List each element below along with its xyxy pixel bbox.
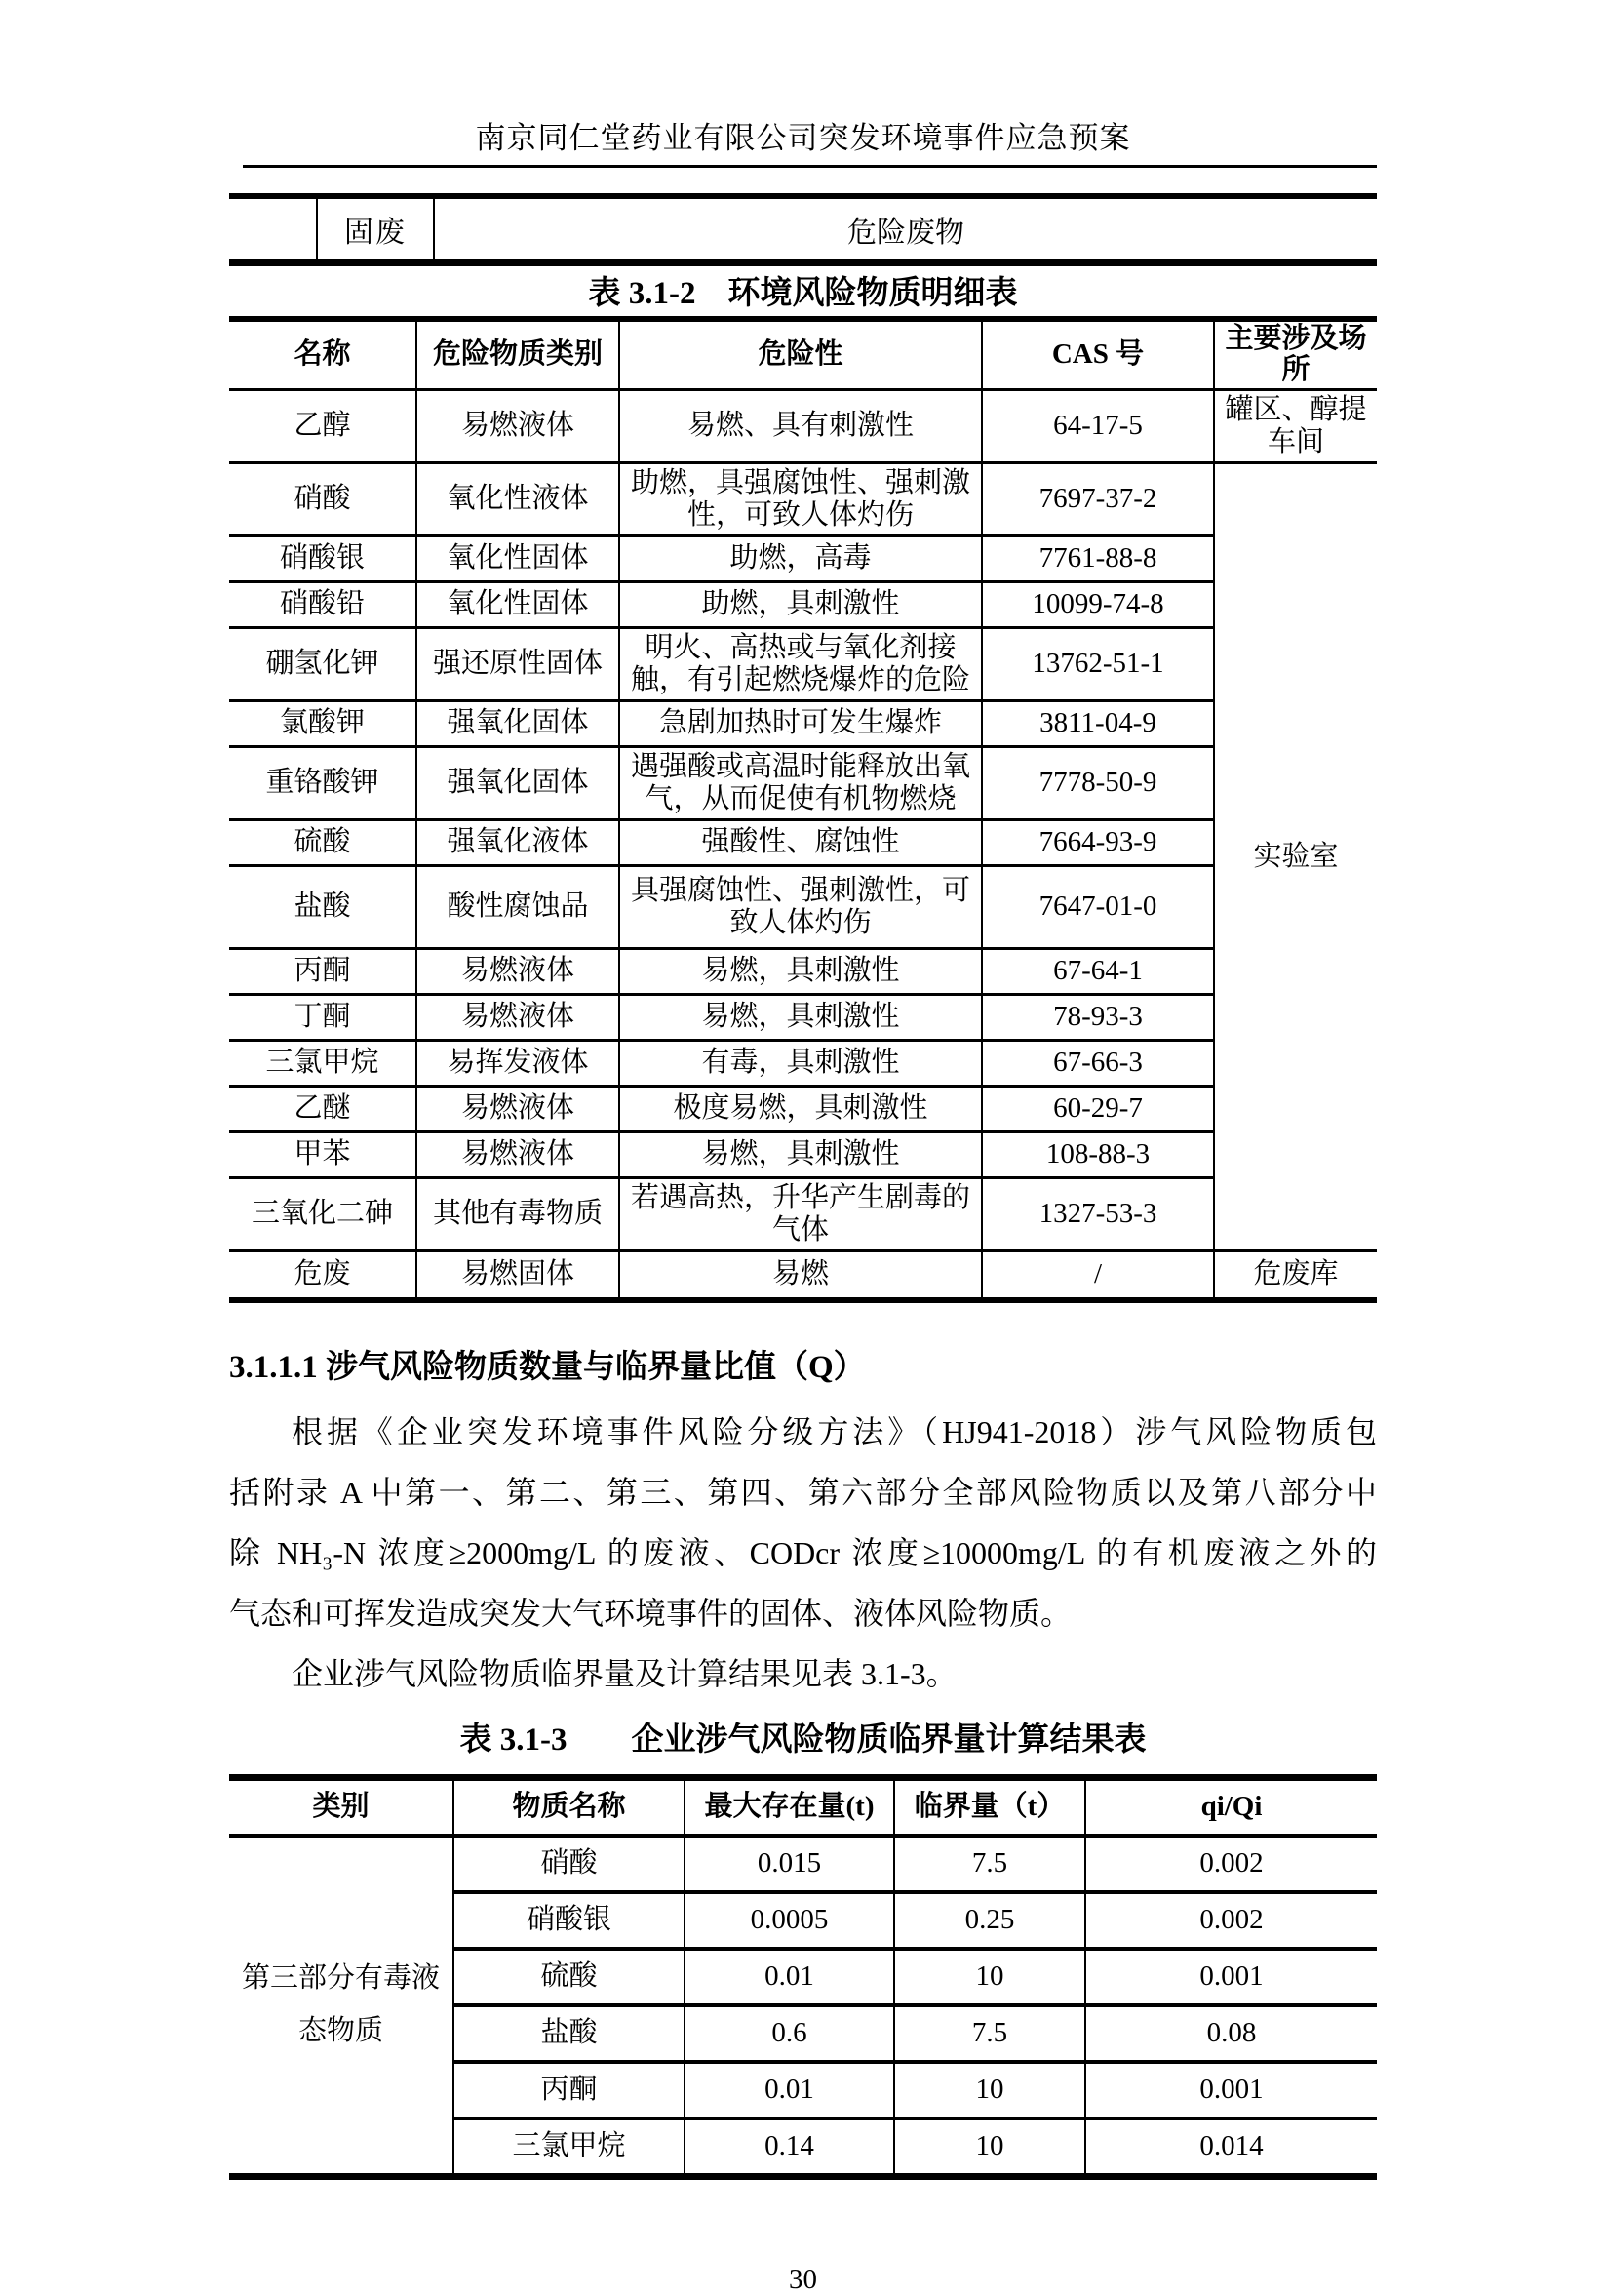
cell-hazard: 急剧加热时可发生爆炸 bbox=[619, 701, 982, 747]
header-max-amount: 最大存在量(t) bbox=[685, 1778, 894, 1837]
table-row bbox=[229, 1178, 1377, 1251]
cell-category: 易燃液体 bbox=[416, 995, 619, 1041]
table-row bbox=[229, 995, 1377, 1041]
table-row bbox=[229, 628, 1377, 701]
cell-cas: 60-29-7 bbox=[982, 1087, 1214, 1132]
cell-substance: 丙酮 bbox=[453, 2062, 685, 2118]
risk-substance-detail-table bbox=[229, 316, 1377, 1303]
cell-cas: 7697-37-2 bbox=[982, 463, 1214, 536]
cell-ratio: 0.001 bbox=[1085, 2062, 1377, 2118]
header-category: 类别 bbox=[229, 1778, 453, 1837]
paragraph-line: 气态和可挥发造成突发大气环境事件的固体、液体风险物质。 bbox=[229, 1596, 1073, 1631]
cell-hazard: 强酸性、腐蚀性 bbox=[619, 820, 982, 866]
cell-name: 盐酸 bbox=[229, 866, 416, 949]
cell-threshold: 0.25 bbox=[894, 1892, 1085, 1949]
cell-threshold: 10 bbox=[894, 2062, 1085, 2118]
cell-category: 易燃液体 bbox=[416, 1087, 619, 1132]
cell-max-amount: 0.6 bbox=[685, 2005, 894, 2062]
paragraph-line: 除 NH₃-N 浓度≥2000mg/L 的废液、CODcr 浓度≥10000mg/L 的有机废液之外的 bbox=[229, 1535, 1377, 1570]
empty-cell bbox=[229, 196, 317, 263]
gas-risk-threshold-table bbox=[229, 1774, 1377, 2180]
cell-name: 三氯甲烷 bbox=[229, 1041, 416, 1087]
cell-category: 强氧化固体 bbox=[416, 747, 619, 820]
cell-substance: 硫酸 bbox=[453, 1949, 685, 2005]
page-header-rule bbox=[243, 165, 1377, 168]
table-row bbox=[229, 536, 1377, 582]
body-paragraph-2: 企业涉气风险物质临界量及计算结果见表 3.1-3。 bbox=[292, 1656, 958, 1691]
table-3-1-2-title: 表 3.1-2 环境风险物质明细表 bbox=[588, 276, 1018, 311]
cell-category: 强还原性固体 bbox=[416, 628, 619, 701]
cell-max-amount: 0.01 bbox=[685, 1949, 894, 2005]
header-name: 名称 bbox=[229, 319, 416, 390]
cell-category: 氧化性固体 bbox=[416, 536, 619, 582]
header-category: 危险物质类别 bbox=[416, 319, 619, 390]
table-row bbox=[229, 701, 1377, 747]
cell-substance: 硝酸 bbox=[453, 1836, 685, 1892]
cell-place-merged: 实验室 bbox=[1214, 463, 1377, 1251]
cell-hazard: 易燃、具有刺激性 bbox=[619, 390, 982, 463]
waste-type-cell: 固废 bbox=[317, 196, 434, 263]
cell-place: 罐区、醇提车间 bbox=[1214, 390, 1377, 463]
cell-cas: 13762-51-1 bbox=[982, 628, 1214, 701]
table-row bbox=[229, 390, 1377, 463]
cell-cas: 1327-53-3 bbox=[982, 1178, 1214, 1251]
cell-cas: 7761-88-8 bbox=[982, 536, 1214, 582]
cell-category: 易燃液体 bbox=[416, 1132, 619, 1178]
cell-max-amount: 0.01 bbox=[685, 2062, 894, 2118]
cell-category: 其他有毒物质 bbox=[416, 1178, 619, 1251]
cell-substance: 盐酸 bbox=[453, 2005, 685, 2062]
waste-name-cell: 危险废物 bbox=[847, 217, 964, 249]
page-number: 30 bbox=[789, 2264, 817, 2295]
cell-hazard: 遇强酸或高温时能释放出氧气，从而促使有机物燃烧 bbox=[619, 747, 982, 820]
cell-hazard: 有毒，具刺激性 bbox=[619, 1041, 982, 1087]
cell-hazard: 助燃，具强腐蚀性、强刺激性，可致人体灼伤 bbox=[619, 463, 982, 536]
header-ratio: qi/Qi bbox=[1085, 1778, 1377, 1837]
cell-threshold: 10 bbox=[894, 1949, 1085, 2005]
cell-name: 硝酸 bbox=[229, 463, 416, 536]
cell-category: 易挥发液体 bbox=[416, 1041, 619, 1087]
cell-cas: 7647-01-0 bbox=[982, 866, 1214, 949]
cell-threshold: 7.5 bbox=[894, 1836, 1085, 1892]
header-hazard: 危险性 bbox=[619, 319, 982, 390]
cell-name: 三氧化二砷 bbox=[229, 1178, 416, 1251]
cell-name: 乙醚 bbox=[229, 1087, 416, 1132]
table-row bbox=[229, 1836, 1377, 1892]
cell-hazard: 极度易燃，具刺激性 bbox=[619, 1087, 982, 1132]
cell-cas: 67-66-3 bbox=[982, 1041, 1214, 1087]
cell-cas: 78-93-3 bbox=[982, 995, 1214, 1041]
continued-waste-table bbox=[229, 193, 1377, 266]
cell-name: 氯酸钾 bbox=[229, 701, 416, 747]
cell-cas: 7664-93-9 bbox=[982, 820, 1214, 866]
table-3-1-3-title: 表 3.1-3 企业涉气风险物质临界量计算结果表 bbox=[459, 1722, 1147, 1758]
cell-hazard: 易燃，具刺激性 bbox=[619, 949, 982, 995]
cell-cas: 7778-50-9 bbox=[982, 747, 1214, 820]
cell-name: 硼氢化钾 bbox=[229, 628, 416, 701]
page-content bbox=[229, 0, 1377, 2296]
cell-threshold: 7.5 bbox=[894, 2005, 1085, 2062]
cell-ratio: 0.001 bbox=[1085, 1949, 1377, 2005]
cell-cas: 108-88-3 bbox=[982, 1132, 1214, 1178]
body-paragraph-1 bbox=[229, 1402, 1377, 1643]
cell-hazard: 若遇高热，升华产生剧毒的气体 bbox=[619, 1178, 982, 1251]
cell-hazard: 助燃，具刺激性 bbox=[619, 582, 982, 628]
cell-ratio: 0.014 bbox=[1085, 2118, 1377, 2177]
cell-ratio: 0.002 bbox=[1085, 1892, 1377, 1949]
table-row bbox=[229, 1132, 1377, 1178]
cell-threshold: 10 bbox=[894, 2118, 1085, 2177]
table-header-row bbox=[229, 1778, 1377, 1837]
header-substance: 物质名称 bbox=[453, 1778, 685, 1837]
cell-hazard: 助燃，高毒 bbox=[619, 536, 982, 582]
table-row bbox=[229, 747, 1377, 820]
cell-ratio: 0.002 bbox=[1085, 1836, 1377, 1892]
cell-substance: 三氯甲烷 bbox=[453, 2118, 685, 2177]
header-threshold: 临界量（t） bbox=[894, 1778, 1085, 1837]
cell-hazard: 具强腐蚀性、强刺激性，可致人体灼伤 bbox=[619, 866, 982, 949]
cell-name: 丁酮 bbox=[229, 995, 416, 1041]
cell-category: 氧化性固体 bbox=[416, 582, 619, 628]
cell-name: 硝酸银 bbox=[229, 536, 416, 582]
cell-category: 氧化性液体 bbox=[416, 463, 619, 536]
cell-ratio: 0.08 bbox=[1085, 2005, 1377, 2062]
table-row bbox=[229, 866, 1377, 949]
section-heading: 3.1.1.1 涉气风险物质数量与临界量比值（Q） bbox=[229, 1350, 866, 1385]
page-header-title: 南京同仁堂药业有限公司突发环境事件应急预案 bbox=[475, 121, 1131, 155]
cell-name: 甲苯 bbox=[229, 1132, 416, 1178]
cell-category: 酸性腐蚀品 bbox=[416, 866, 619, 949]
table-row bbox=[229, 582, 1377, 628]
table-header-row bbox=[229, 319, 1377, 390]
table-row bbox=[229, 196, 1377, 263]
cell-category: 易燃固体 bbox=[416, 1251, 619, 1301]
cell-hazard: 易燃，具刺激性 bbox=[619, 995, 982, 1041]
cell-category: 易燃液体 bbox=[416, 390, 619, 463]
cell-cas: 3811-04-9 bbox=[982, 701, 1214, 747]
cell-name: 硝酸铅 bbox=[229, 582, 416, 628]
cell-name: 危废 bbox=[229, 1251, 416, 1301]
cell-hazard: 易燃，具刺激性 bbox=[619, 1132, 982, 1178]
cell-hazard: 易燃 bbox=[619, 1251, 982, 1301]
cell-cas: / bbox=[982, 1251, 1214, 1301]
cell-category: 强氧化固体 bbox=[416, 701, 619, 747]
cell-cas: 67-64-1 bbox=[982, 949, 1214, 995]
cell-category: 易燃液体 bbox=[416, 949, 619, 995]
paragraph-line: 括附录 A 中第一、第二、第三、第四、第六部分全部风险物质以及第八部分中 bbox=[229, 1475, 1377, 1510]
table-row bbox=[229, 1041, 1377, 1087]
cell-name: 重铬酸钾 bbox=[229, 747, 416, 820]
cell-cas: 64-17-5 bbox=[982, 390, 1214, 463]
cell-category: 强氧化液体 bbox=[416, 820, 619, 866]
header-place: 主要涉及场所 bbox=[1214, 319, 1377, 390]
table-row bbox=[229, 820, 1377, 866]
cell-name: 丙酮 bbox=[229, 949, 416, 995]
table-row bbox=[229, 463, 1377, 536]
cell-max-amount: 0.015 bbox=[685, 1836, 894, 1892]
header-cas: CAS 号 bbox=[982, 319, 1214, 390]
table-row bbox=[229, 1251, 1377, 1301]
paragraph-line: 根据《企业突发环境事件风险分级方法》（HJ941-2018）涉气风险物质包 bbox=[292, 1414, 1377, 1449]
cell-hazard: 明火、高热或与氧化剂接触，有引起燃烧爆炸的危险 bbox=[619, 628, 982, 701]
cell-max-amount: 0.0005 bbox=[685, 1892, 894, 1949]
cell-max-amount: 0.14 bbox=[685, 2118, 894, 2177]
table-row bbox=[229, 1087, 1377, 1132]
cell-name: 乙醇 bbox=[229, 390, 416, 463]
cell-place: 危废库 bbox=[1214, 1251, 1377, 1301]
cell-category-merged: 第三部分有毒液态物质 bbox=[229, 1836, 453, 2177]
cell-cas: 10099-74-8 bbox=[982, 582, 1214, 628]
table-row bbox=[229, 949, 1377, 995]
cell-name: 硫酸 bbox=[229, 820, 416, 866]
cell-substance: 硝酸银 bbox=[453, 1892, 685, 1949]
